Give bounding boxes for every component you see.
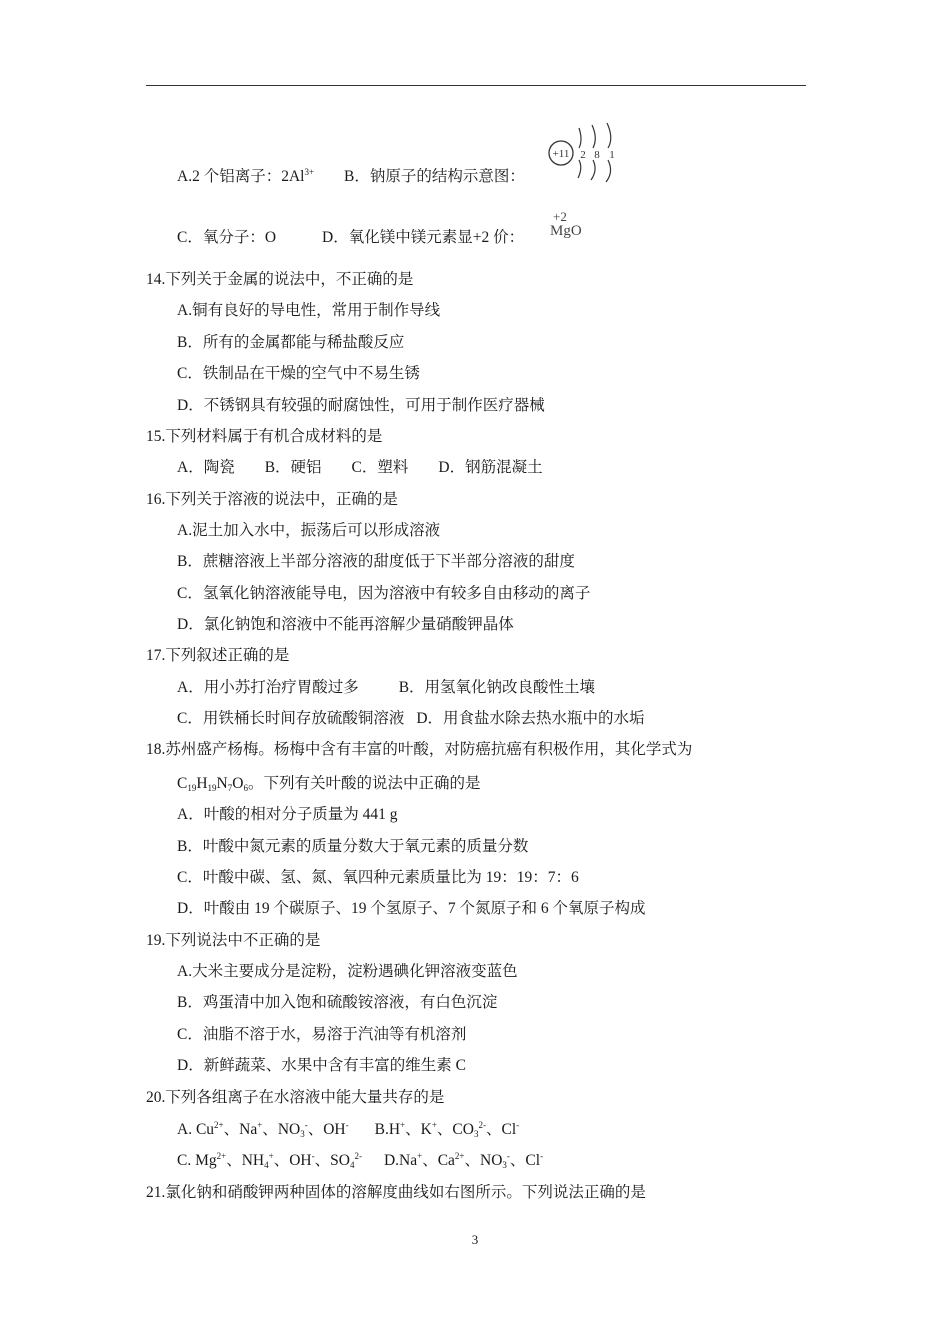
ion-cl-charge: - — [516, 1120, 520, 1130]
folic-h-n: 19 — [207, 783, 217, 793]
ion-oh-charge: - — [345, 1120, 349, 1130]
ion-nh4-charge: + — [268, 1151, 274, 1161]
ion-co3-n: 3 — [473, 1129, 479, 1139]
q17-option-a: A．用小苏打治疗胃酸过多 — [177, 679, 359, 696]
q19-option-d: D．新鲜蔬菜、水果中含有丰富的维生素 C — [177, 1057, 466, 1074]
q18-option-d: D．叶酸由 19 个碳原子、19 个氢原子、7 个氮原子和 6 个氧原子构成 — [177, 900, 646, 917]
ion-so4-n: 4 — [349, 1160, 355, 1170]
q17-option-d: D．用食盐水除去热水瓶中的水垢 — [416, 710, 645, 727]
sep: 、 — [262, 1121, 278, 1138]
ion-na-charge: + — [417, 1151, 423, 1161]
ion-k: K — [420, 1121, 432, 1138]
q15-option-d: D．钢筋混凝土 — [438, 459, 543, 476]
q19-option-a: A.大米主要成分是淀粉，淀粉遇碘化钾溶液变蓝色 — [177, 963, 518, 980]
ion-no3: NO — [480, 1152, 503, 1169]
ion-cu-charge: 2+ — [214, 1120, 224, 1130]
sep: 、 — [307, 1121, 324, 1138]
shell-electrons-1: 2 — [580, 149, 586, 161]
q20-options-ab — [177, 1120, 519, 1140]
q15-option-b: B．硬铝 — [264, 459, 322, 476]
ion-h-charge: + — [400, 1120, 406, 1130]
shell-arc-2-top — [592, 125, 595, 148]
q20-b-label: B. — [374, 1121, 389, 1138]
q16-option-d: D．氯化钠饱和溶液中不能再溶解少量硝酸钾晶体 — [177, 616, 514, 633]
sep: 、 — [273, 1152, 290, 1169]
q20-c-label: C. — [177, 1152, 196, 1169]
ion-co3: CO — [452, 1121, 474, 1138]
sep: 、 — [405, 1121, 421, 1138]
sep: 、 — [485, 1121, 502, 1138]
ion-no3-charge: - — [506, 1151, 510, 1161]
q18-stem-cont: 。下列有关叶酸的说法中正确的是 — [247, 775, 481, 792]
folic-n-n: 7 — [227, 783, 233, 793]
sep: 、 — [223, 1121, 240, 1138]
q19-option-b: B．鸡蛋清中加入饱和硫酸铵溶液，有白色沉淀 — [177, 994, 498, 1011]
q19-stem: 19.下列说法中不正确的是 — [146, 932, 321, 949]
q13-a-text: A.2 个铝离子：2Al — [177, 168, 305, 185]
ion-cl: Cl — [525, 1152, 541, 1169]
ion-ca: Ca — [437, 1152, 455, 1169]
q14-option-b: B．所有的金属都能与稀盐酸反应 — [177, 334, 405, 351]
q16-stem: 16.下列关于溶液的说法中，正确的是 — [146, 491, 398, 508]
ion-no3: NO — [277, 1121, 301, 1138]
mgo-valence: +2 — [553, 209, 567, 224]
q18-option-c: C．叶酸中碳、氢、氮、氧四种元素质量比为 19：19：7：6 — [177, 869, 579, 886]
ion-h: H — [388, 1121, 401, 1138]
q14-option-a: A.铜有良好的导电性，常用于制作导线 — [177, 302, 441, 319]
sep: 、 — [314, 1152, 331, 1169]
header-rule — [146, 85, 806, 86]
ion-no3-charge: - — [304, 1120, 308, 1130]
ion-nh4: NH — [241, 1152, 265, 1169]
q14-stem: 14.下列关于金属的说法中，不正确的是 — [146, 271, 414, 288]
q13-option-a — [177, 167, 525, 187]
folic-o: O — [232, 775, 244, 792]
ion-no3-n: 3 — [300, 1129, 305, 1139]
q14-option-d: D．不锈钢具有较强的耐腐蚀性，可用于制作医疗器械 — [177, 397, 545, 414]
folic-n: N — [216, 775, 228, 792]
q15-stem: 15.下列材料属于有机合成材料的是 — [146, 428, 383, 445]
ion-nh4-n: 4 — [264, 1160, 269, 1170]
ion-oh: OH — [323, 1121, 346, 1138]
q17-option-b: B．用氢氧化钠改良酸性土壤 — [398, 679, 596, 696]
page-number: 3 — [471, 1232, 479, 1247]
folic-o-n: 6 — [243, 783, 248, 793]
nucleus-charge: +11 — [552, 148, 570, 160]
q18-formula-line — [177, 774, 480, 794]
ion-so4-charge: 2- — [354, 1151, 362, 1161]
q17-options-cd — [177, 709, 645, 729]
q17-stem: 17.下列叙述正确的是 — [146, 647, 290, 664]
ion-na-charge: + — [257, 1120, 263, 1130]
sodium-atom-diagram — [545, 120, 625, 186]
mgo-formula: MgO — [550, 223, 582, 239]
ion-cu: Cu — [195, 1121, 215, 1138]
ion-so4: SO — [330, 1152, 350, 1169]
sep: 、 — [422, 1152, 438, 1169]
shell-arc-1-top — [579, 128, 581, 148]
shell-arc-3-bottom — [606, 160, 611, 182]
sep: 、 — [464, 1152, 481, 1169]
q15-option-c: C．塑料 — [351, 459, 409, 476]
ion-na: Na — [239, 1121, 258, 1138]
q15-options — [177, 458, 543, 478]
q13-b-text: B．钠原子的结构示意图： — [344, 168, 525, 185]
folic-c-n: 19 — [187, 783, 197, 793]
q18-stem: 18.苏州盛产杨梅。杨梅中含有丰富的叶酸，对防癌抗癌有积极作用，其化学式为 — [146, 741, 693, 758]
ion-no3-n: 3 — [502, 1160, 507, 1170]
q13-option-c — [177, 228, 524, 248]
ion-oh: OH — [289, 1152, 312, 1169]
q18-option-b: B．叶酸中氮元素的质量分数大于氧元素的质量分数 — [177, 838, 529, 855]
shell-electrons-2: 8 — [594, 149, 600, 161]
ion-cl-charge: - — [540, 1151, 544, 1161]
q16-option-b: B．蔗糖溶液上半部分溶液的甜度低于下半部分溶液的甜度 — [177, 553, 575, 570]
q20-stem: 20.下列各组离子在水溶液中能大量共存的是 — [146, 1089, 445, 1106]
ion-k-charge: + — [431, 1120, 437, 1130]
sep: 、 — [509, 1152, 526, 1169]
mgo-valence-label — [550, 210, 582, 238]
ion-mg: Mg — [195, 1152, 217, 1169]
q18-option-a: A．叶酸的相对分子质量为 441 g — [177, 806, 398, 823]
shell-arc-1-bottom — [578, 160, 581, 178]
q19-option-c: C．油脂不溶于水，易溶于汽油等有机溶剂 — [177, 1026, 467, 1043]
ion-cl: Cl — [501, 1121, 517, 1138]
sep: 、 — [436, 1121, 453, 1138]
ion-na: Na — [399, 1152, 418, 1169]
folic-c: C — [177, 775, 188, 792]
q17-option-c: C．用铁桶长时间存放硫酸铜溶液 — [177, 710, 405, 727]
shell-electrons-3: 1 — [609, 149, 615, 161]
q14-option-c: C．铁制品在干燥的空气中不易生锈 — [177, 365, 420, 382]
q13-a-charge: 3+ — [304, 167, 315, 177]
shell-arc-2-bottom — [591, 160, 595, 180]
q13-c-text: C．氧分子：O — [177, 229, 277, 246]
q15-option-a: A．陶瓷 — [177, 459, 235, 476]
ion-mg-charge: 2+ — [216, 1151, 227, 1161]
q20-options-cd — [177, 1151, 543, 1171]
q16-option-c: C．氢氧化钠溶液能导电，因为溶液中有较多自由移动的离子 — [177, 585, 591, 602]
q20-d-label: D. — [383, 1152, 400, 1169]
shell-arc-3-top — [607, 123, 611, 148]
ion-oh-charge: - — [311, 1151, 315, 1161]
ion-ca-charge: 2+ — [454, 1151, 465, 1161]
q13-d-text: D．氧化镁中镁元素显+2 价： — [322, 229, 525, 246]
q21-stem: 21.氯化钠和硝酸钾两种固体的溶解度曲线如右图所示。下列说法正确的是 — [146, 1184, 646, 1201]
q16-option-a: A.泥土加入水中，振荡后可以形成溶液 — [177, 522, 441, 539]
ion-co3-charge: 2- — [478, 1120, 486, 1130]
sep: 、 — [226, 1152, 242, 1169]
q17-options-ab — [177, 678, 595, 698]
folic-h: H — [196, 775, 208, 792]
q20-a-label: A. — [177, 1121, 196, 1138]
